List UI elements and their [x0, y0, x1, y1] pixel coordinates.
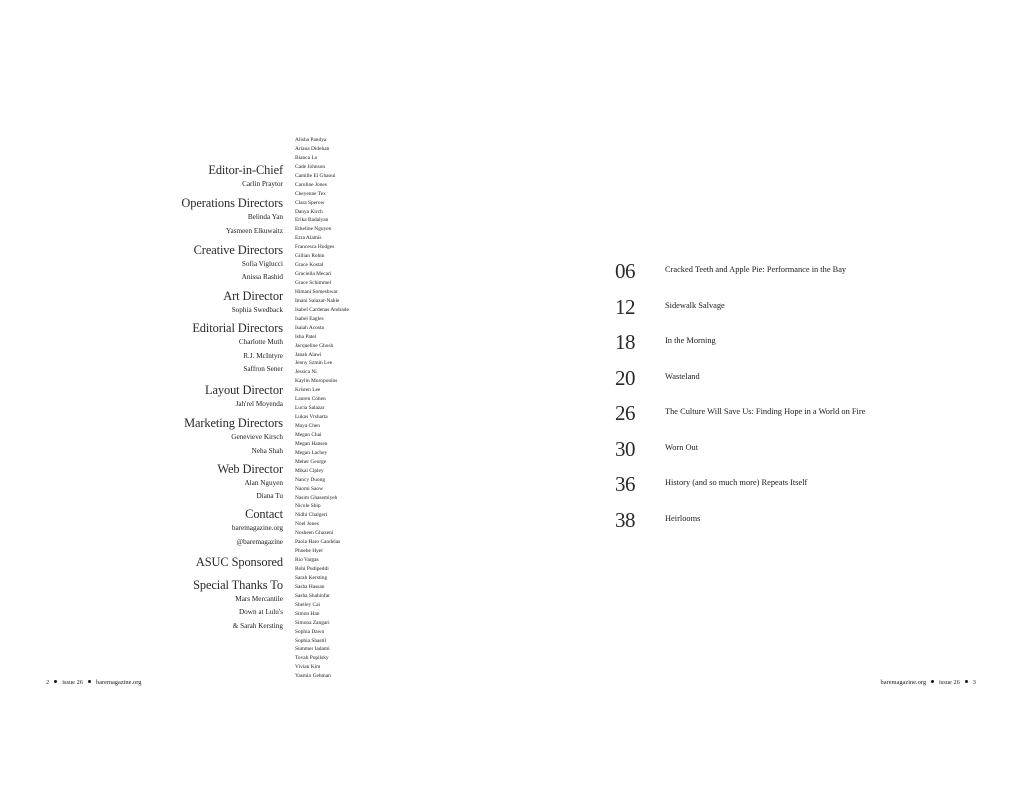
contributor-name: Phoebe Hyer	[295, 548, 323, 555]
contributor-name: Simon Han	[295, 610, 320, 617]
masthead-role-title: Marketing Directors	[184, 416, 283, 430]
contributor-name: Isaiah Acosta	[295, 324, 324, 331]
toc-article-title: History (and so much more) Repeats Itself	[665, 478, 808, 487]
footer-issue: issue 26	[62, 679, 83, 686]
contributor-name: Sophia Dawn	[295, 628, 325, 635]
masthead-role-title: Layout Director	[205, 383, 283, 397]
contributor-name: Vivian Kim	[295, 664, 321, 671]
contributor-name: Tovah Popilsky	[295, 655, 329, 662]
contributor-name: Grace Schimmel	[295, 280, 332, 286]
footer-page-number: 3	[972, 679, 976, 686]
masthead-person-name: Belinda Yan	[247, 213, 283, 221]
contributor-name: Jacqueline Ghosh	[295, 342, 334, 349]
contributor-name: Bianca Lo	[295, 154, 318, 161]
masthead-role-title: Contact	[245, 507, 283, 521]
contributor-name: Nasim Ghasemiyeh	[295, 494, 338, 501]
contributor-name: Isabel Cardenas Andrade	[295, 306, 349, 313]
masthead-role-title: Special Thanks To	[193, 577, 283, 592]
contributor-name: Shelley Cai	[295, 601, 321, 608]
toc-entry[interactable]	[615, 437, 975, 473]
toc-page-number: 12	[615, 294, 635, 319]
masthead-person-name: Diana Tu	[256, 492, 283, 500]
contributor-name: Isha Patel	[295, 333, 317, 340]
toc-entry[interactable]	[615, 508, 975, 544]
masthead-section	[43, 507, 283, 547]
masthead-role-title: Operations Directors	[181, 196, 283, 210]
toc-article-title: The Culture Will Save Us: Finding Hope in a World on Fire	[665, 407, 866, 416]
contributor-name: Megan Lachey	[295, 449, 328, 456]
masthead-person-name: Genevieve Kirsch	[231, 433, 283, 441]
bullet-icon	[931, 680, 934, 683]
contributor-name: Kristen Lee	[295, 387, 321, 394]
toc-page-number: 20	[615, 365, 635, 390]
masthead-section	[43, 321, 283, 374]
contributor-name: Meher George	[295, 458, 327, 465]
toc-article-title: Wasteland	[665, 371, 700, 381]
contributor-name: Francesca Hodges	[295, 244, 335, 251]
contributor-name: Caroline Jones	[295, 181, 327, 188]
contributor-name: Cade Johnson	[295, 163, 326, 170]
masthead-section	[43, 243, 283, 283]
contributor-name: Lucia Salazar	[295, 405, 325, 412]
contributor-name: Summer Iadami	[295, 646, 330, 653]
toc-page-number: 30	[615, 436, 635, 461]
bullet-icon	[965, 680, 968, 683]
bullet-icon	[88, 680, 91, 683]
masthead-role-title: Web Director	[217, 461, 283, 476]
contributor-name: Clara Sperow	[295, 199, 325, 206]
masthead-person-name: Anissa Rashid	[241, 273, 283, 281]
toc-entry[interactable]	[615, 472, 975, 508]
masthead-person-name: Jah'rel Moyenda	[235, 400, 283, 408]
masthead-section	[43, 416, 283, 456]
masthead-section	[43, 462, 283, 502]
masthead-person-name: Charlotte Muth	[238, 338, 283, 346]
toc-entry[interactable]	[615, 366, 975, 402]
masthead-role-title: Art Director	[223, 289, 283, 303]
footer-site: baremagazine.org	[880, 679, 927, 686]
masthead-section	[43, 196, 283, 236]
contributor-name: Mikai Cipley	[295, 467, 324, 474]
masthead-role-title: Creative Directors	[193, 242, 283, 257]
contributor-name: Paola Haro Candelas	[295, 539, 341, 546]
footer-issue: issue 26	[939, 679, 960, 686]
footer-left	[46, 678, 141, 688]
contributor-name: Noel Jones	[295, 521, 319, 528]
contributor-name: Erika Badalyan	[295, 217, 329, 224]
contributor-name: Etheline Nguyen	[295, 226, 332, 233]
contributor-name: Ezra Alamis	[295, 235, 322, 242]
masthead-role-title: Editorial Directors	[192, 321, 283, 335]
toc-entry[interactable]	[615, 259, 975, 295]
contributor-name: Simona Zangari	[295, 619, 330, 626]
contributor-name: Rio Vargas	[295, 557, 319, 564]
contributor-name: Sasha Hassan	[295, 583, 325, 590]
bullet-icon	[54, 680, 57, 683]
contributor-name: Jessica Ni	[295, 369, 317, 376]
masthead-section	[43, 289, 283, 315]
contributor-name: Sophia Shastil	[295, 637, 326, 644]
contributor-name: Sasha Shahinfar	[295, 592, 330, 599]
masthead-person-name: Saffron Sener	[243, 365, 283, 373]
contributor-name: Himani Someshwar	[295, 288, 338, 295]
masthead-section	[43, 578, 283, 631]
masthead-person-name: Down at Lulu's	[238, 608, 283, 616]
masthead-person-name: Sofia Viglucci	[241, 259, 283, 268]
masthead-person-name: Yasmeen Elkuwaitz	[226, 226, 283, 235]
contributor-name: Alisha Pandya	[295, 137, 327, 143]
toc-article-title: Sidewalk Salvage	[665, 300, 725, 310]
masthead-role-title: ASUC Sponsored	[195, 554, 283, 569]
masthead-person-name: @baremagazine	[236, 537, 283, 546]
contributors-list	[295, 136, 395, 681]
contributor-name: Yasmin Gehman	[295, 673, 331, 680]
contributor-name: Kaylin Moropoulos	[295, 378, 338, 385]
toc-page-number: 36	[615, 472, 635, 496]
contributor-name: Nicole Ship	[295, 503, 321, 510]
contributor-name: Gillian Robin	[295, 253, 325, 260]
toc-page-number: 18	[615, 330, 635, 354]
contributor-name: Naomi Saow	[295, 485, 323, 492]
contributor-name: Lukas Vrsharta	[295, 414, 328, 421]
masthead-person-name: R.J. McIntyre	[243, 351, 283, 360]
toc-entry[interactable]	[615, 295, 975, 331]
masthead-person-name: Sophia Swedback	[231, 306, 283, 314]
toc-article-title: Worn Out	[665, 442, 699, 452]
masthead-person-name: & Sarah Kersting	[232, 621, 283, 630]
contributor-name: Graciella Mecari	[295, 271, 332, 278]
contributor-name: Nosheen Ghazeni	[295, 530, 334, 537]
contributor-name: Nancy Duong	[295, 476, 326, 483]
contributor-name: Cheyenne Tex	[295, 190, 326, 197]
contributor-name: Danya Kirch	[295, 208, 323, 215]
toc-article-title: In the Morning	[665, 336, 716, 345]
toc-article-title: Cracked Teeth and Apple Pie: Performance in the Bay	[665, 265, 847, 274]
contributor-name: Grace Kostal	[295, 262, 324, 269]
toc-page-number: 06	[615, 259, 635, 283]
toc-page-number: 26	[615, 401, 635, 425]
toc-entry[interactable]	[615, 330, 975, 366]
contributor-name: Megan Hansen	[295, 440, 328, 447]
contributor-name: Nidhi Chalgeri	[295, 512, 328, 519]
footer-page-number: 2	[46, 679, 50, 686]
toc-entry[interactable]	[615, 401, 975, 437]
masthead	[43, 157, 283, 631]
contributor-name: Maya Chen	[295, 423, 321, 429]
contributor-name: Janah Alawi	[295, 351, 322, 358]
masthead-person-name: Alan Nguyen	[244, 478, 283, 487]
contributor-name: Imani Salazar-Nahle	[295, 297, 340, 304]
masthead-role-title: Editor-in-Chief	[208, 163, 283, 177]
masthead-person-name: Neha Shah	[251, 446, 283, 455]
footer-right	[881, 678, 976, 688]
masthead-section	[43, 163, 283, 189]
contributor-name: Ariana Didehan	[295, 145, 330, 152]
footer-site: baremagazine.org	[95, 679, 142, 686]
masthead-person-name: Mars Mercantile	[235, 594, 283, 603]
toc-article-title: Heirlooms	[665, 513, 701, 523]
table-of-contents	[615, 259, 975, 543]
masthead-person-name: Carlin Praytor	[242, 180, 283, 188]
toc-page-number: 38	[615, 507, 635, 532]
contributor-name: Megan Chai	[295, 431, 322, 438]
masthead-section	[43, 383, 283, 409]
contributor-name: Jenny Szmin Lee	[295, 360, 333, 367]
contributor-name: Lauren Cohen	[295, 396, 326, 403]
contributor-name: Camille El Ghaoui	[295, 172, 336, 179]
masthead-section	[43, 555, 283, 570]
contributor-name: Rohi Pudipeddi	[295, 566, 329, 572]
contributor-name: Isabel Eagles	[295, 315, 324, 322]
masthead-person-name: baremagazine.org	[231, 524, 283, 532]
contributor-name: Sarah Kersting	[295, 574, 328, 581]
